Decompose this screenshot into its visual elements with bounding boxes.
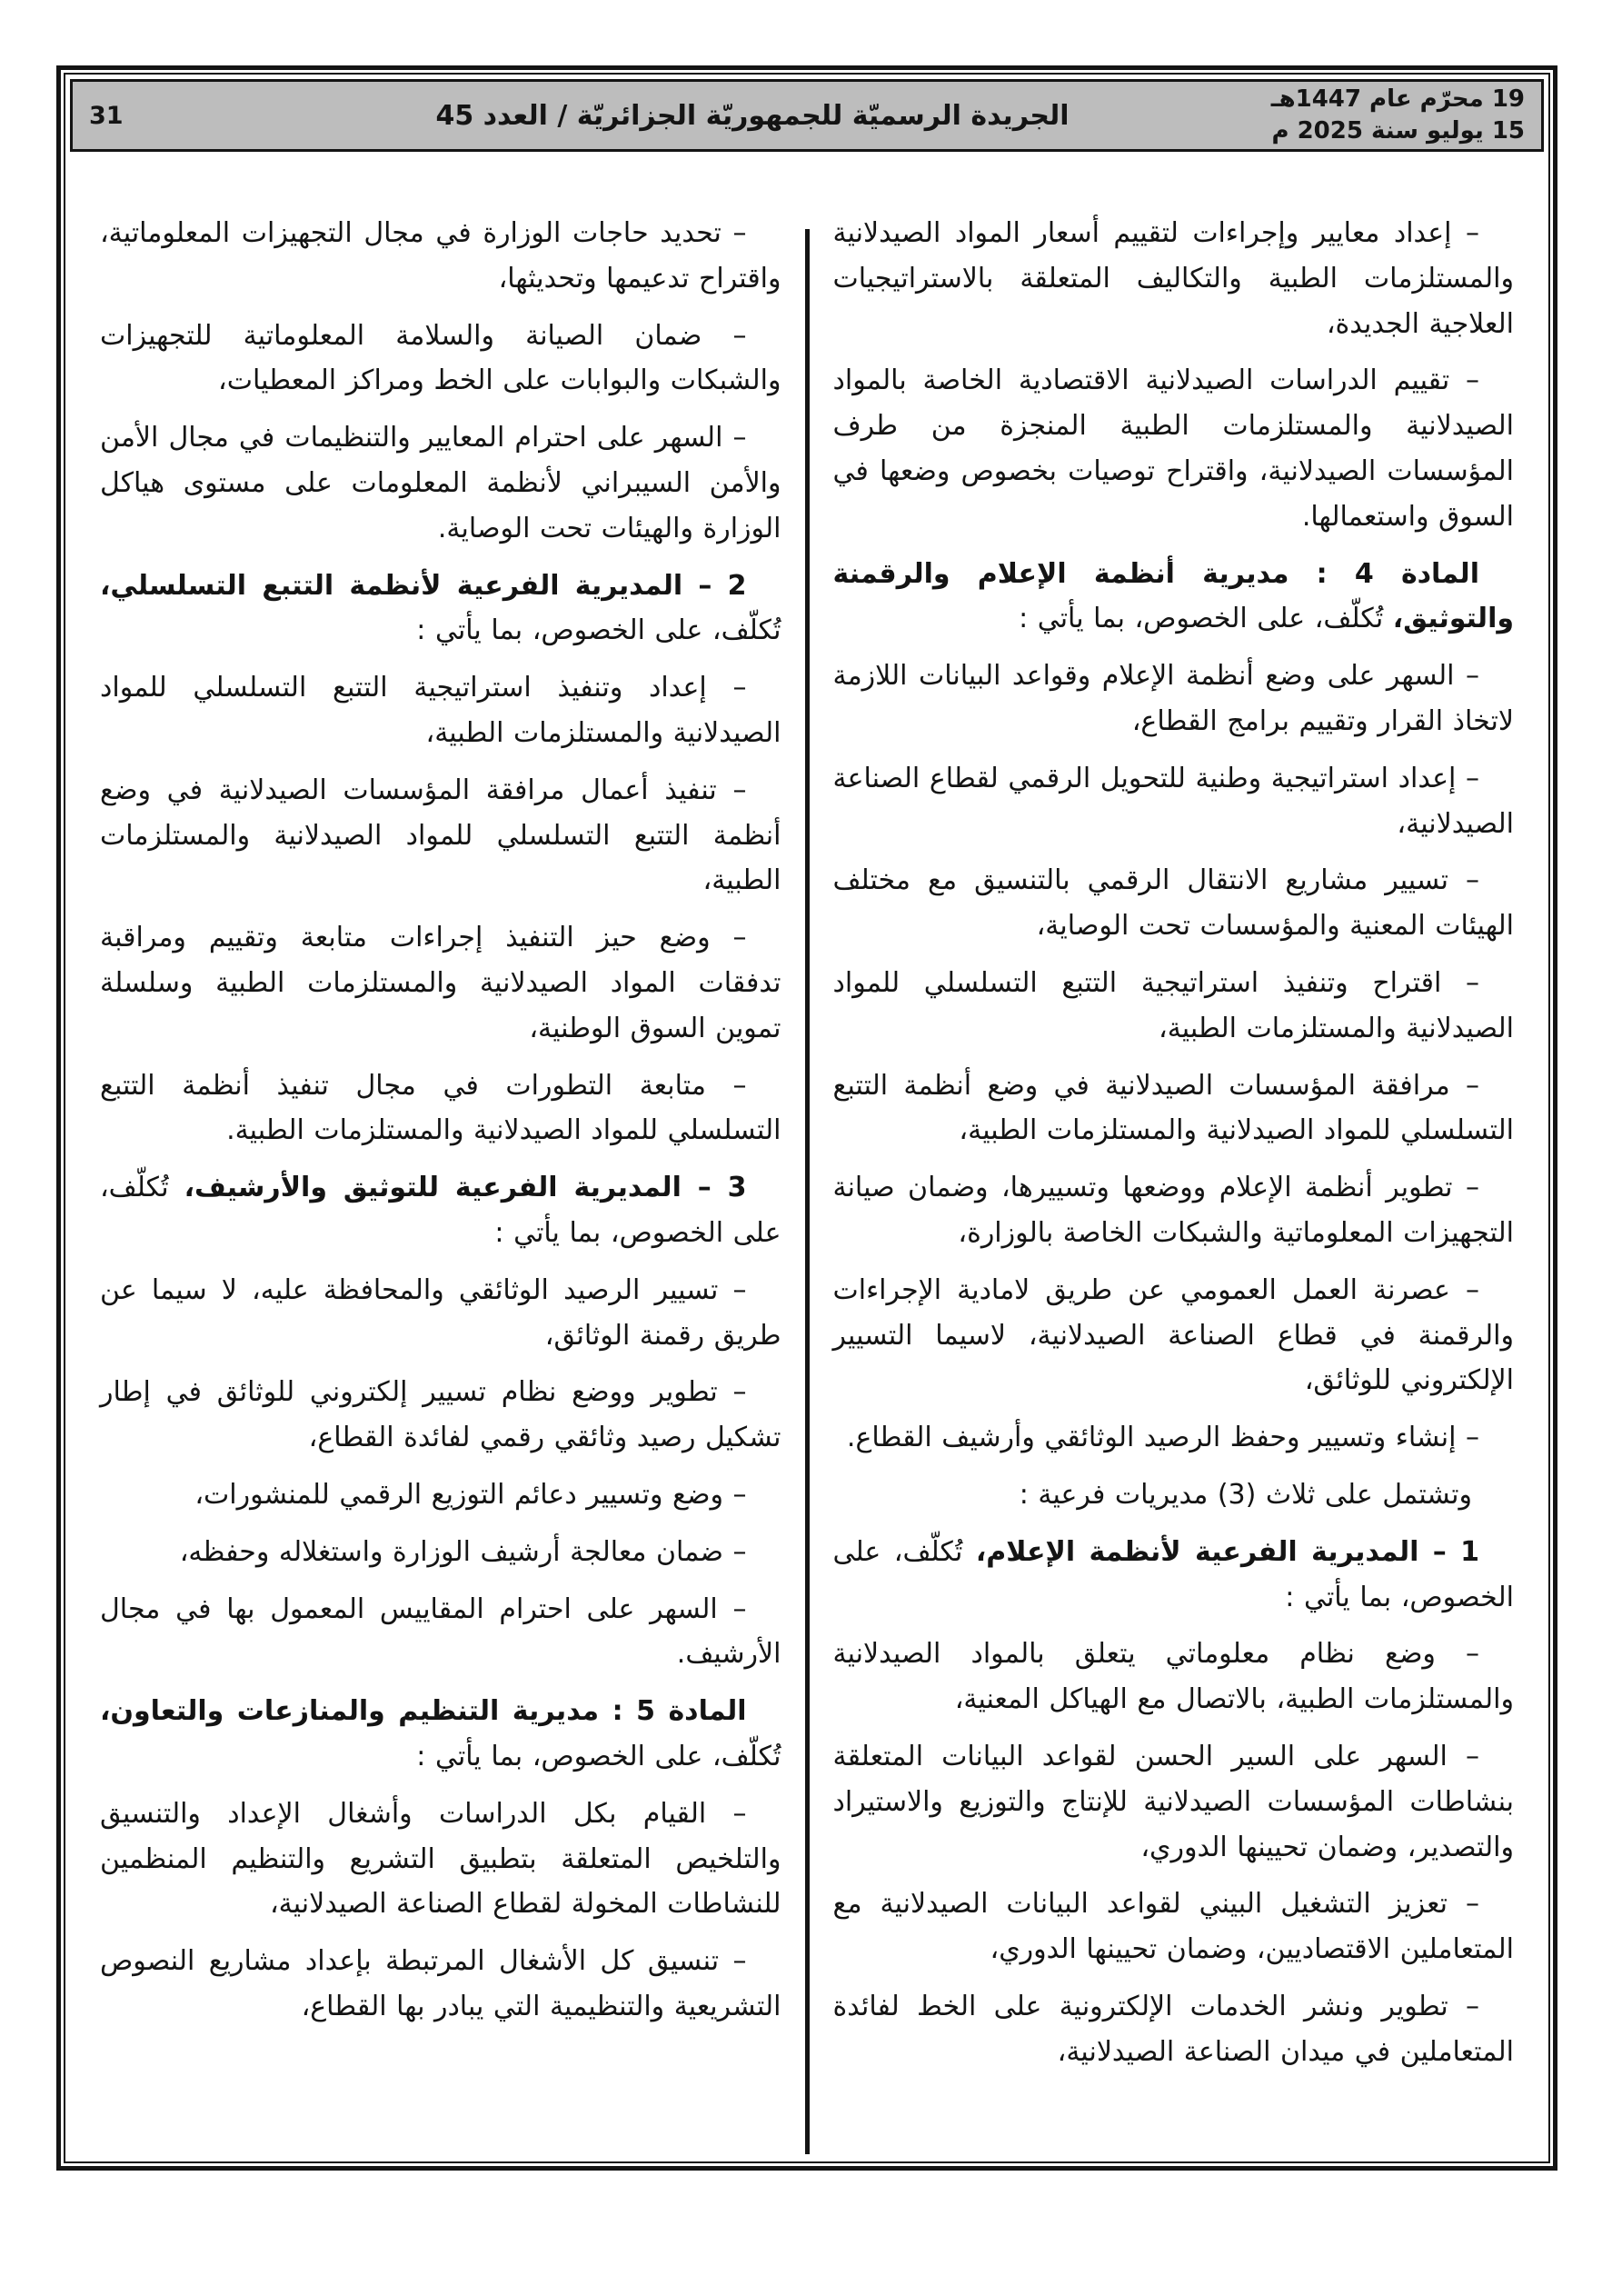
- paragraph-text: – وضع وتسيير دعائم التوزيع الرقمي للمنشورات،: [194, 1478, 747, 1511]
- paragraph-text: – تعزيز التشغيل البيني لقواعد البيانات الصيدلانية مع المتعاملين الاقتصاديين، وضمان تحيينها الدوري،: [832, 1888, 1514, 1966]
- paragraph: [833, 961, 1515, 1052]
- paragraph: [100, 1587, 781, 1678]
- column-right: [810, 202, 1538, 2154]
- paragraph-text: – وضع حيز التنفيذ إجراءات متابعة وتقييم ومراقبة تدفقات المواد الصيدلانية والمستلزمات الطبية وسلسلة تموين السوق الوطنية،: [100, 922, 781, 1044]
- journal-title: الجريدة الرسميّة للجمهوريّة الجزائريّة / العدد 45: [435, 99, 1070, 132]
- paragraph-text: – إعداد وتنفيذ استراتيجية التتبع التسلسلي للمواد الصيدلانية والمستلزمات الطبية،: [100, 672, 781, 749]
- paragraph: [100, 415, 781, 551]
- paragraph-text: – تحديد حاجات الوزارة في مجال التجهيزات المعلوماتية، واقتراح تدعيمها وتحديثها،: [100, 217, 781, 294]
- paragraph-text: – تسيير الرصيد الوثائقي والمحافظة عليه، لا سيما عن طريق رقمنة الوثائق،: [100, 1273, 781, 1352]
- paragraph-text: – تنسيق كل الأشغال المرتبطة بإعداد مشاريع النصوص التشريعية والتنظيمية التي يبادر بها القطاع،: [100, 1945, 781, 2022]
- paragraph-text: – متابعة التطورات في مجال تنفيذ أنظمة التتبع التسلسلي للمواد الصيدلانية والمستلزمات الطبية.: [100, 1069, 781, 1147]
- paragraph: [100, 915, 781, 1051]
- paragraph: [833, 1734, 1515, 1870]
- paragraph-text: تُكلّف، على الخصوص، بما يأتي :: [832, 1535, 1514, 1613]
- paragraph: [100, 1472, 781, 1518]
- page-frame: [56, 65, 1557, 2171]
- paragraph-text: – عصرنة العمل العمومي عن طريق لامادية الإجراءات والرقمنة في قطاع الصناعة الصيدلانية، لاسيما التسيير الإلكتروني للوثائق،: [832, 1273, 1514, 1397]
- paragraph: [833, 1472, 1515, 1518]
- paragraph: [100, 1689, 781, 1780]
- paragraph-text: – ضمان الصيانة والسلامة المعلوماتية للتجهيزات والشبكات والبوابات على الخط ومراكز المعطيات،: [100, 319, 781, 397]
- paragraph-text: – إعداد معايير وإجراءات لتقييم أسعار المواد الصيدلانية والمستلزمات الطبية والتكاليف المتعلقة بالاستراتيجيات العلاجية الجديدة،: [832, 217, 1514, 340]
- content-columns: [76, 202, 1537, 2154]
- paragraph-bold-lead: المادة 4 : مديرية أنظمة الإعلام والرقمنة والتوثيق،: [832, 557, 1514, 635]
- paragraph: [100, 1268, 781, 1359]
- page-number: 31: [89, 101, 124, 130]
- paragraph-bold-lead: 1 – المديرية الفرعية لأنظمة الإعلام،: [975, 1535, 1479, 1568]
- paragraph: [100, 564, 781, 654]
- paragraph: [100, 211, 781, 302]
- header-date-hijri: 19 محرّم عام 1447هـ: [1270, 85, 1525, 113]
- paragraph-text: – السهر على وضع أنظمة الإعلام وقواعد البيانات اللازمة لاتخاذ القرار وتقييم برامج القطاع،: [832, 660, 1514, 737]
- paragraph-text: – ضمان معالجة أرشيف الوزارة واستغلاله وحفظه،: [179, 1535, 747, 1568]
- header-dates: [1252, 84, 1525, 147]
- paragraph: [833, 358, 1515, 539]
- paragraph: [100, 1165, 781, 1256]
- paragraph: [100, 1370, 781, 1461]
- paragraph-text: تُكلّف، على الخصوص، بما يأتي :: [416, 1740, 781, 1772]
- header-date-gregorian: 15 يوليو سنة 2025 م: [1271, 117, 1525, 145]
- paragraph: [833, 654, 1515, 744]
- paragraph: [833, 1415, 1515, 1461]
- paragraph: [833, 1984, 1515, 2075]
- paragraph-bold-lead: 3 – المديرية الفرعية للتوثيق والأرشيف،: [184, 1172, 747, 1204]
- paragraph-text: – إعداد استراتيجية وطنية للتحويل الرقمي لقطاع الصناعة الصيدلانية،: [832, 762, 1514, 840]
- paragraph: [833, 1530, 1515, 1621]
- paragraph-text: – تطوير ووضع نظام تسيير إلكتروني للوثائق في إطار تشكيل رصيد وثائقي رقمي لفائدة القطاع،: [100, 1376, 781, 1454]
- paragraph: [833, 1063, 1515, 1154]
- paragraph: [833, 1165, 1515, 1256]
- paragraph: [833, 858, 1515, 949]
- paragraph: [100, 1063, 781, 1154]
- paragraph-text: تُكلّف، على الخصوص، بما يأتي :: [100, 1172, 781, 1249]
- paragraph-text: وتشتمل على ثلاث (3) مديريات فرعية :: [1019, 1478, 1472, 1511]
- paragraph: [100, 665, 781, 756]
- paragraph-text: – تقييم الدراسات الصيدلانية الاقتصادية الخاصة بالمواد الصيدلانية والمستلزمات الطبية المنجزة من طرف المؤسسات الصيدلانية، واقتراح توصيات بخصوص وضعها في السوق واستعمالها.: [832, 364, 1514, 533]
- paragraph: [100, 1939, 781, 2030]
- paragraph-text: – السهر على السير الحسن لقواعد البيانات المتعلقة بنشاطات المؤسسات الصيدلانية للإنتاج والتوزيع والاستيراد والتصدير، وضمان تحيينها الدوري،: [832, 1740, 1514, 1863]
- paragraph: [100, 1530, 781, 1575]
- paragraph-text: – السهر على احترام المعايير والتنظيمات في مجال الأمن والأمن السيبراني لأنظمة المعلومات على مستوى هياكل الوزارة والهيئات تحت الوصاية.: [100, 422, 781, 544]
- paragraph: [833, 756, 1515, 847]
- paragraph-text: – تطوير أنظمة الإعلام ووضعها وتسييرها، وضمان صيانة التجهيزات المعلوماتية والشبكات الخاصة بالوزارة،: [832, 1172, 1514, 1249]
- paragraph: [833, 1632, 1515, 1722]
- paragraph: [100, 314, 781, 404]
- header-bar: [70, 79, 1544, 152]
- paragraph: [833, 211, 1515, 346]
- paragraph: [833, 1882, 1515, 1972]
- paragraph-text: – تنفيذ أعمال مرافقة المؤسسات الصيدلانية في وضع أنظمة التتبع التسلسلي للمواد الصيدلانية والمستلزمات الطبية،: [100, 774, 781, 897]
- column-left: [76, 202, 805, 2154]
- column-divider-rule: [805, 229, 810, 2154]
- paragraph-text: – وضع نظام معلوماتي يتعلق بالمواد الصيدلانية والمستلزمات الطبية، بالاتصال مع الهياكل المعنية،: [832, 1638, 1514, 1716]
- paragraph-text: – السهر على احترام المقاييس المعمول بها في مجال الأرشيف.: [100, 1592, 781, 1671]
- paragraph-text: – تسيير مشاريع الانتقال الرقمي بالتنسيق مع مختلف الهيئات المعنية والمؤسسات تحت الوصاية،: [832, 864, 1514, 943]
- page-frame-inner-rule: [64, 73, 1550, 2163]
- paragraph-text: – اقتراح وتنفيذ استراتيجية التتبع التسلسلي للمواد الصيدلانية والمستلزمات الطبية،: [832, 966, 1514, 1044]
- paragraph-bold-lead: 2 – المديرية الفرعية لأنظمة التتبع التسلسلي،: [100, 569, 747, 602]
- paragraph-text: – مرافقة المؤسسات الصيدلانية في وضع أنظمة التتبع التسلسلي للمواد الصيدلانية والمستلزمات الطبية،: [832, 1069, 1514, 1147]
- paragraph: [833, 552, 1515, 643]
- paragraph-text: – تطوير ونشر الخدمات الإلكترونية على الخط لفائدة المتعاملين في ميدان الصناعة الصيدلانية،: [832, 1990, 1514, 2068]
- paragraph: [833, 1268, 1515, 1403]
- paragraph-text: – إنشاء وتسيير وحفظ الرصيد الوثائقي وأرشيف القطاع.: [846, 1422, 1479, 1454]
- paragraph-text: – القيام بكل الدراسات وأشغال الإعداد والتنسيق والتلخيص المتعلقة بتطبيق التشريع والتنظيم المنظمين للنشاطات المخولة لقطاع الصناعة الصيدلانية،: [100, 1797, 781, 1921]
- paragraph: [100, 1792, 781, 1927]
- paragraph: [100, 768, 781, 903]
- paragraph-text: تُكلّف، على الخصوص، بما يأتي :: [1019, 603, 1393, 635]
- paragraph-bold-lead: المادة 5 : مديرية التنظيم والمنازعات والتعاون،: [100, 1695, 747, 1728]
- paragraph-text: تُكلّف، على الخصوص، بما يأتي :: [416, 614, 781, 647]
